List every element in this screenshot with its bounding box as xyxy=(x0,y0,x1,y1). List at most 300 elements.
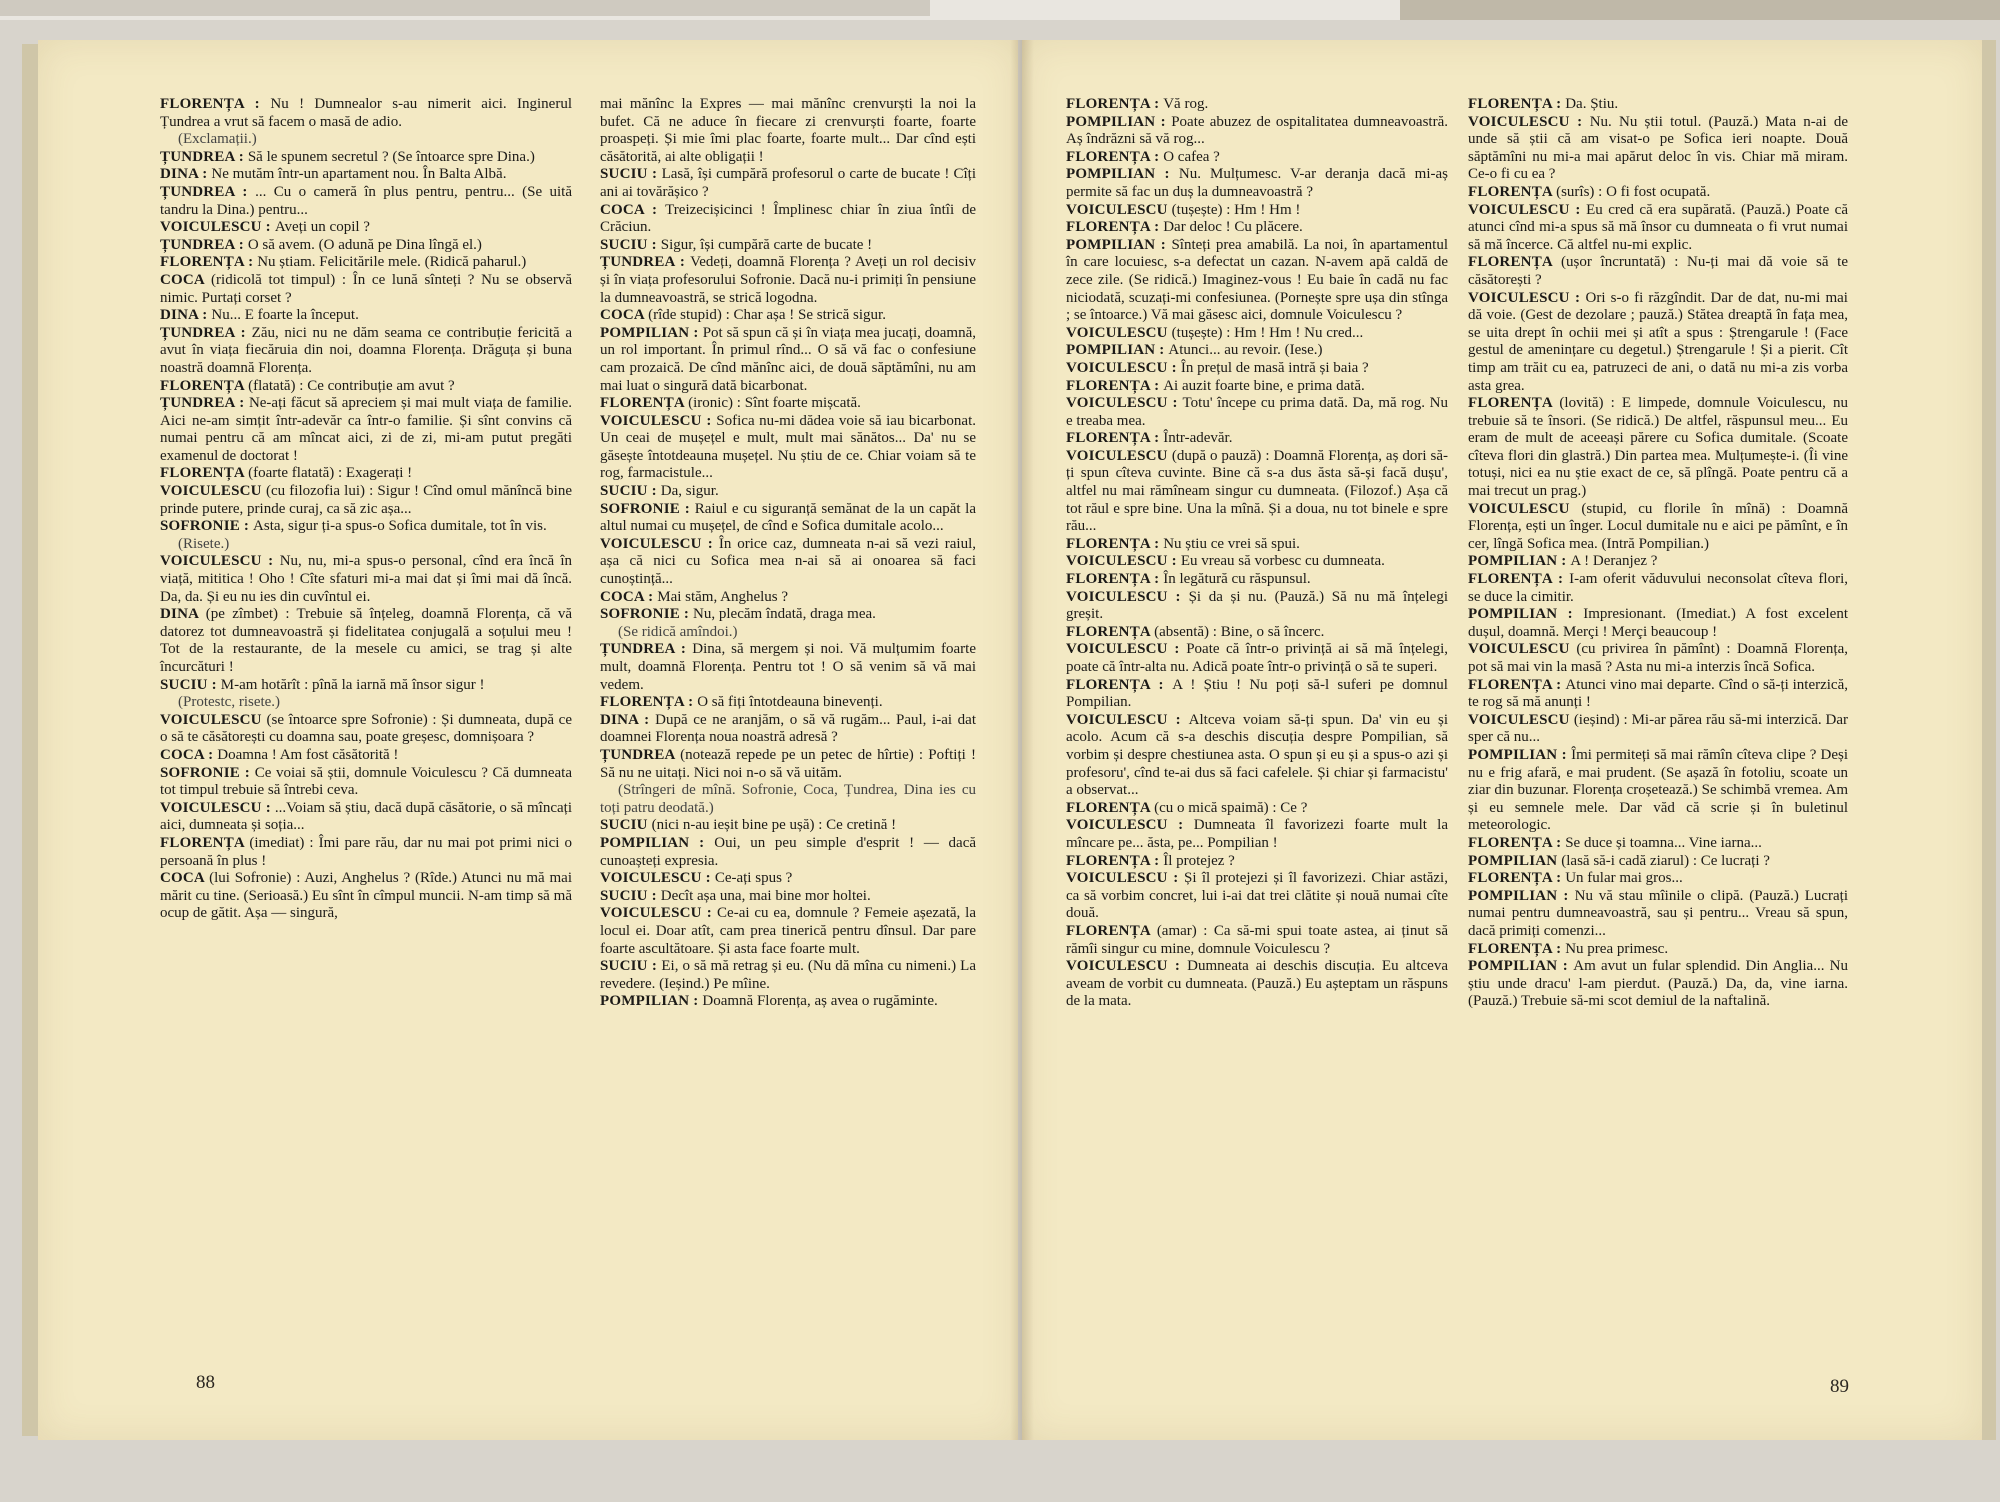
dialogue-text: Poate că într-o privință ai să mă înțelegi, poate că într-alta nu. Adică poate într-o privință o să te superi. xyxy=(1066,641,1448,675)
speaker-name: FLORENȚA : xyxy=(1066,571,1164,588)
speaker-name: POMPILIAN : xyxy=(600,993,703,1010)
dialogue-line xyxy=(600,993,976,1011)
dialogue-line xyxy=(1066,430,1448,448)
speaker-name: POMPILIAN : xyxy=(1468,887,1575,904)
dialogue-line xyxy=(160,237,572,255)
dialogue-text: (lovită) : E limpede, domnule Voiculescu, nu trebuie să te însori. (Se ridică.) De altfel, răspunsul meu... Eu eram de mult de aceeași părere cu Sofica dumitale. (Scoate cîteva flori din glastră.) Din partea mea. Mulțumește-i. (Îi vine totuși, nici ea nu știe exact de ce, să plîngă. Poate pentru că a mai trecut un prag.) xyxy=(1468,395,1848,500)
speaker-name: FLORENȚA : xyxy=(1066,676,1173,693)
dialogue-line xyxy=(600,202,976,237)
book-gutter xyxy=(1010,40,1034,1440)
dialogue-text: Eu vreau să vorbesc cu dumneata. xyxy=(1180,553,1385,570)
dialogue-line xyxy=(160,518,572,536)
dialogue-line xyxy=(160,677,572,695)
dialogue-text: Ori s-o fi răzgîndit. Dar de dat, nu-mi mai dă voie. (Gest de dezolare ; pauză.) Stătea dreaptă în fața mea, se uita drept în ochii mei și atît a spus : Ștrengarule ! (Face gestul de amenințare cu degetul.) Ștrengarule ! Și a pierit. Cît timp am trăit cu ea, patruzeci de ani, o dată nu mi-a zis vorba asta grea. xyxy=(1468,289,1848,394)
dialogue-text: Să le spunem secretul ? (Se întoarce spre Dina.) xyxy=(247,148,535,165)
speaker-name: DINA : xyxy=(600,711,656,728)
dialogue-text: Dar deloc ! Cu plăcere. xyxy=(1163,219,1303,236)
speaker-name: ȚUNDREA : xyxy=(160,148,248,165)
dialogue-line xyxy=(160,606,572,676)
speaker-name: VOICULESCU : xyxy=(1468,113,1590,130)
dialogue-text: Nu. Nu știi totul. (Pauză.) Mata n-ai de unde să știi că am visat-o pe Sofica ieri noapte. Două săptămîni nu mi-a mai apărut deloc în vis. Chiar mă miram. Ce-o fi cu ea ? xyxy=(1468,113,1848,183)
dialogue-line xyxy=(160,747,572,765)
dialogue-text: În prețul de masă intră și baia ? xyxy=(1180,359,1369,376)
speaker-name: FLORENȚA xyxy=(1066,922,1157,939)
speaker-name: POMPILIAN : xyxy=(1066,342,1169,359)
dialogue-text: Sofica nu-mi dădea voie să iau bicarbonat. Un ceai de mușețel e mult, mult mai sănătos... Da' nu se găsește întotdeauna mușețel. Nu știu de ce. Chiar voiam să te rog, farmacistule... xyxy=(600,412,976,482)
speaker-name: VOICULESCU : xyxy=(1066,588,1189,605)
dialogue-line xyxy=(1468,290,1848,396)
dialogue-text: Dumneata ai deschis discuția. Eu altceva aveam de vorbit cu dumneata. (Pauză.) Eu așteptam un răspuns de la mata. xyxy=(1066,958,1448,1010)
speaker-name: FLORENȚA : xyxy=(160,96,271,112)
dialogue-text: I-am oferit văduvului neconsolat cîteva flori, se duce la cimitir. xyxy=(1468,571,1848,605)
dialogue-text: Decît așa una, mai bine mor holtei. xyxy=(660,887,871,904)
dialogue-text: (amar) : Ca să-mi spui toate astea, ai ținut să rămîi singur cu mine, domnule Voiculescu ? xyxy=(1066,922,1448,957)
speaker-name: VOICULESCU xyxy=(1066,201,1172,218)
left-page-column-1 xyxy=(160,96,572,923)
dialogue-line xyxy=(1468,501,1848,554)
dialogue-line xyxy=(600,870,976,888)
speaker-name: VOICULESCU : xyxy=(1066,870,1184,887)
dialogue-line xyxy=(1066,817,1448,852)
dialogue-text: (ironic) : Sînt foarte mișcată. xyxy=(688,395,861,412)
dialogue-text: Vă rog. xyxy=(1163,96,1209,112)
dialogue-text: Ei, o să mă retrag și eu. (Nu dă mîna cu nimeni.) La revedere. (Ieșind.) Pe mîine. xyxy=(600,958,976,992)
speaker-name: COCA xyxy=(160,271,212,288)
dialogue-text: Nu știu ce vrei să spui. xyxy=(1163,535,1300,552)
speaker-name: FLORENȚA : xyxy=(1468,940,1566,957)
dialogue-line xyxy=(600,817,976,835)
dialogue-line xyxy=(160,835,572,870)
dialogue-text: Totu' începe cu prima dată. Da, mă rog. Nu e treaba mea. xyxy=(1066,395,1448,429)
dialogue-text: O cafea ? xyxy=(1163,148,1220,165)
speaker-name: COCA xyxy=(600,307,649,324)
dialogue-line xyxy=(600,694,976,712)
speaker-name: COCA xyxy=(160,870,210,887)
speaker-name: FLORENȚA : xyxy=(1468,870,1566,887)
dialogue-text: (ușor încruntată) : Nu-ți mai dă voie să te căsătorești ? xyxy=(1468,254,1848,288)
dialogue-line xyxy=(1468,641,1848,676)
dialogue-line xyxy=(1066,800,1448,818)
dialogue-line xyxy=(160,254,572,272)
speaker-name: VOICULESCU xyxy=(160,483,267,500)
dialogue-text: Nu prea primesc. xyxy=(1565,940,1669,957)
dialogue-line xyxy=(600,905,976,958)
dialogue-text: ... Cu o cameră în plus pentru, pentru... (Se uită tandru la Dina.) pentru... xyxy=(160,183,572,218)
dialogue-text: Impresionant. (Imediat.) A fost excelent dușul, doamnă. Merçi ! Merçi beaucoup ! xyxy=(1468,606,1849,640)
speaker-name: SUCIU : xyxy=(600,236,661,253)
dialogue-line xyxy=(160,483,572,518)
dialogue-text: Se duce și toamna... Vine iarna... xyxy=(1565,834,1762,851)
speaker-name: VOICULESCU xyxy=(160,711,267,728)
dialogue-line xyxy=(160,870,572,923)
dialogue-text: Îl protejez ? xyxy=(1163,852,1235,869)
speaker-name: VOICULESCU : xyxy=(1066,958,1188,975)
dialogue-line xyxy=(600,536,976,589)
page-edges-right xyxy=(1982,40,1996,1440)
dialogue-line xyxy=(1066,202,1448,220)
speaker-name: FLORENȚA xyxy=(1066,623,1155,640)
dialogue-line xyxy=(1468,941,1848,959)
dialogue-text: (pe zîmbet) : Trebuie să înțeleg, doamnă Florența, că vă datorez tot dumneavoastră și fidelitatea conjugală a soțului meu ! Tot de la restaurante, de la mesele cu amici, se trag și alte încurcături ! xyxy=(160,606,573,675)
speaker-name: ȚUNDREA : xyxy=(160,324,252,341)
speaker-name: SUCIU : xyxy=(600,483,661,500)
speaker-name: FLORENȚA xyxy=(160,465,249,482)
right-page-column-1 xyxy=(1066,96,1448,1011)
dialogue-text: Zău, nici nu ne dăm seama ce contribuție fericită a avut în viața fiecăruia din noi, doamna Florența. Drăguța și buna noastră doamnă Florența. xyxy=(160,324,572,376)
dialogue-line xyxy=(1066,149,1448,167)
dialogue-line xyxy=(1468,853,1848,871)
dialogue-line xyxy=(600,888,976,906)
speaker-name: POMPILIAN : xyxy=(1066,236,1172,253)
background-edge xyxy=(0,0,930,16)
dialogue-text: Ne-ați făcut să apreciem și mai mult viața de familie. Aici ne-am simțit într-adevăr ca într-o familie. Și sînt convins că numai pentru că am mîncat aici, zi de zi, mi-am putut pregăti examenul de doctorat ! xyxy=(160,395,573,464)
dialogue-line xyxy=(1066,360,1448,378)
dialogue-text: (ieșind) : Mi-ar părea rău să-mi interzică. Dar sper că nu... xyxy=(1468,711,1848,746)
left-page-column-2 xyxy=(600,96,976,1011)
dialogue-text: Da. Știu. xyxy=(1565,96,1619,112)
speaker-name: POMPILIAN : xyxy=(1066,113,1172,130)
dialogue-line xyxy=(1066,589,1448,624)
dialogue-line xyxy=(1468,114,1848,184)
dialogue-text: (tușește) : Hm ! Hm ! Nu cred... xyxy=(1171,324,1364,341)
dialogue-text: (absentă) : Bine, o să încerc. xyxy=(1154,623,1325,640)
dialogue-text: În orice caz, dumneata n-ai să vezi raiul, așa că nici cu Sofica mea n-ai să ai onoarea să faci cunoștință... xyxy=(600,535,976,588)
speaker-name: SUCIU : xyxy=(600,887,661,904)
right-page-column-2 xyxy=(1468,96,1848,1011)
dialogue-text: (tușește) : Hm ! Hm ! xyxy=(1171,201,1301,218)
speaker-name: VOICULESCU : xyxy=(1066,553,1181,570)
dialogue-line xyxy=(160,765,572,800)
dialogue-text: Ce-ați spus ? xyxy=(714,870,793,887)
dialogue-line xyxy=(160,184,572,219)
speaker-name: SOFRONIE : xyxy=(600,500,695,517)
speaker-name: ȚUNDREA : xyxy=(600,254,691,271)
dialogue-line xyxy=(160,465,572,483)
dialogue-text: (stupid, cu florile în mînă) : Doamnă Florența, ești un înger. Locul dumitale nu e aici pe pămînt, e în cer, lîngă Sofica mea. (Intră Pompilian.) xyxy=(1468,500,1848,552)
dialogue-line xyxy=(600,835,976,870)
speaker-name: VOICULESCU : xyxy=(1468,289,1586,306)
speaker-name: SUCIU xyxy=(600,817,652,834)
dialogue-line xyxy=(1468,888,1848,941)
speaker-name: SOFRONIE : xyxy=(160,518,254,535)
speaker-name: SOFRONIE : xyxy=(600,606,694,623)
dialogue-text: A ! Știu ! Nu poți să-l suferi pe domnul Pompilian. xyxy=(1066,676,1448,711)
speaker-name: COCA : xyxy=(600,588,658,605)
speaker-name: FLORENȚA : xyxy=(1468,571,1570,588)
speaker-name: VOICULESCU xyxy=(1468,500,1582,517)
dialogue-line xyxy=(1066,958,1448,1011)
dialogue-line xyxy=(160,395,572,465)
stage-direction: (Protestc, risete.) xyxy=(178,694,281,711)
speaker-name: VOICULESCU : xyxy=(1066,711,1189,728)
dialogue-text: Ai auzit foarte bine, e prima dată. xyxy=(1163,377,1365,394)
dialogue-line xyxy=(1066,624,1448,642)
dialogue-text: Atunci... au revoir. (Iese.) xyxy=(1168,342,1323,359)
dialogue-text: Raiul e cu siguranță semănat de la un capăt la altul numai cu mușețel, de cînd e Sofica dumitale acolo... xyxy=(600,500,977,535)
dialogue-line xyxy=(1066,641,1448,676)
speaker-name: FLORENȚA : xyxy=(1468,834,1566,851)
speaker-name: VOICULESCU xyxy=(1066,447,1172,464)
speaker-name: SUCIU : xyxy=(600,958,662,975)
speaker-name: POMPILIAN : xyxy=(1066,166,1179,183)
speaker-name: VOICULESCU : xyxy=(160,799,275,816)
dialogue-line xyxy=(600,307,976,325)
dialogue-text: (după o pauză) : Doamnă Florența, aș dori să-ți spun cîteva cuvinte. Bine că s-a dus ăsta să-și facă dușu', altfel nu mai rămîneam singur cu dumneata. (Filozof.) Așa că tot răul e spre bine. Una la mînă. Și a doua, nu tot binele e spre rău... xyxy=(1066,447,1448,535)
page-edges-left xyxy=(22,44,38,1436)
speaker-name: VOICULESCU : xyxy=(1066,359,1181,376)
dialogue-text: A ! Deranjez ? xyxy=(1570,553,1658,570)
dialogue-line xyxy=(1066,853,1448,871)
speaker-name: SUCIU : xyxy=(600,166,662,183)
dialogue-text: (foarte flatată) : Exagerați ! xyxy=(248,465,413,482)
speaker-name: POMPILIAN xyxy=(1468,852,1562,869)
dialogue-line xyxy=(600,589,976,607)
dialogue-line xyxy=(160,378,572,396)
dialogue-line xyxy=(160,272,572,307)
background-edge xyxy=(1400,0,2000,22)
speaker-name: FLORENȚA xyxy=(1066,799,1155,816)
speaker-name: FLORENȚA xyxy=(600,395,689,412)
dialogue-line xyxy=(600,237,976,255)
dialogue-text: Pot să spun că și în viața mea jucați, doamnă, un rol important. În primul rînd... O să vă fac o confesiune cam prozaică. De cînd mănînc aici, de două săptămîni, nu am mai luat o singură dată bicarbonat. xyxy=(600,324,977,394)
speaker-name: ȚUNDREA : xyxy=(160,395,249,412)
speaker-name: FLORENȚA : xyxy=(1066,148,1164,165)
dialogue-line xyxy=(1468,395,1848,501)
dialogue-line xyxy=(1468,254,1848,289)
speaker-name: VOICULESCU : xyxy=(600,535,719,552)
dialogue-text: Sînteți prea amabilă. La noi, în apartamentul în care locuiesc, s-a defectat un cazan. N-avem apă caldă de zece zile. (Se ridică.) Imaginez-vous ! Eu baie în cadă nu fac niciodată, scuzați-mi confesiunea. (Pornește spre ușa din stînga ; se întoarce.) Vă mai găsesc aici, domnule Voiculescu ? xyxy=(1066,236,1448,324)
speaker-name: FLORENȚA : xyxy=(160,254,258,271)
dialogue-text: (cu o mică spaimă) : Ce ? xyxy=(1154,799,1308,816)
dialogue-line xyxy=(1468,747,1848,835)
dialogue-text: Poate abuzez de ospitalitatea dumneavoastră. Aș îndrăzni să vă rog... xyxy=(1066,113,1448,148)
dialogue-text: Atunci vino mai departe. Cînd o să-ți interzică, te rog să mă anunți ! xyxy=(1468,676,1848,711)
speaker-name: ȚUNDREA : xyxy=(160,183,256,200)
dialogue-line xyxy=(1066,923,1448,958)
dialogue-text: Mai stăm, Anghelus ? xyxy=(657,588,789,605)
dialogue-line xyxy=(160,325,572,378)
speaker-name: DINA xyxy=(160,606,206,623)
dialogue-text: Nu ! Dumnealor s-au nimerit aici. Inginerul Țundrea a vrut să facem o masă de adio. xyxy=(160,96,572,130)
speaker-name: POMPILIAN : xyxy=(1468,746,1572,763)
dialogue-line xyxy=(160,149,572,167)
dialogue-line xyxy=(1468,958,1848,1011)
stage-direction: (Strîngeri de mînă. Sofronie, Coca, Țundrea, Dina ies cu toți patru deodată.) xyxy=(600,782,976,816)
dialogue-line xyxy=(1066,219,1448,237)
dialogue-line xyxy=(160,307,572,325)
dialogue-text: ...Voiam să știu, dacă după căsătorie, o să mîncați aici, dumneata și soția... xyxy=(160,799,572,834)
dialogue-text: Altceva voiam să-ți spun. Da' vin eu și acolo. Acum că s-a deschis discuția despre Pompilian, să vorbim și despre chestiunea asta. O spun și eu și a spus-o azi și profesoru', cînd te-ai dus să faci cafelele. Și chiar și farmacistu' a observat... xyxy=(1066,711,1448,799)
speaker-name: FLORENȚA : xyxy=(1066,96,1164,112)
dialogue-line xyxy=(1066,114,1448,149)
dialogue-text: Am avut un fular splendid. Din Anglia... Nu știu unde dracu' l-am pierdut. (Pauză.) Da, da, vine iarna. (Pauză.) Trebuie să-mi scot demiul de la naftalină. xyxy=(1468,958,1848,1010)
dialogue-line xyxy=(1468,606,1848,641)
dialogue-text: (rîde stupid) : Char așa ! Se strică sigur. xyxy=(648,307,886,324)
speaker-name: COCA : xyxy=(600,201,666,218)
dialogue-line xyxy=(1066,237,1448,325)
dialogue-line xyxy=(600,395,976,413)
dialogue-line xyxy=(1066,712,1448,800)
dialogue-text: Vedeți, doamnă Florența ? Aveți un rol decisiv și în viața profesorului Sofronie. Dacă nu-i primiți în pensiune la dumneavoastră, se strică logodna. xyxy=(600,254,977,306)
dialogue-line xyxy=(1066,325,1448,343)
speaker-name: POMPILIAN : xyxy=(600,834,715,851)
dialogue-text: Îmi permiteți să mai rămîn cîteva clipe ? Deși nu e frig afară, e mai prudent. (Se așază în fotoliu, scoate un ziar din buzunar. Florența croșetează.) Se schimbă vremea. Am și eu semnele mele. Dar văd că scrie și în buletinul meteorologic. xyxy=(1468,746,1848,834)
dialogue-line xyxy=(600,166,976,201)
dialogue-text: În legătură cu răspunsul. xyxy=(1163,571,1311,588)
dialogue-text: Oui, un peu simple d'esprit ! — dacă cunoașteți expresia. xyxy=(600,834,977,869)
speaker-name: FLORENȚA : xyxy=(1468,96,1566,112)
dialogue-text: Ce voiai să știi, domnule Voiculescu ? Că dumneata tot timpul trebuie să întrebi ceva. xyxy=(160,764,573,799)
speaker-name: FLORENȚA : xyxy=(600,694,698,711)
speaker-name: POMPILIAN : xyxy=(1468,606,1584,623)
stage-direction: (Exclamații.) xyxy=(178,131,257,148)
speaker-name: COCA : xyxy=(160,746,218,763)
dialogue-text: Nu, plecăm îndată, draga mea. xyxy=(693,606,876,623)
speaker-name: ȚUNDREA xyxy=(600,746,681,763)
dialogue-line xyxy=(600,254,976,307)
speaker-name: VOICULESCU : xyxy=(600,412,717,429)
dialogue-line xyxy=(1468,96,1848,114)
dialogue-line xyxy=(1066,96,1448,114)
dialogue-line xyxy=(600,958,976,993)
page-number-left: 88 xyxy=(196,1372,215,1393)
dialogue-line xyxy=(600,325,976,395)
dialogue-text: Nu vă stau mîinile o clipă. (Pauză.) Lucrați numai pentru dumneavoastră, sau și pentru... Vreau să spun, dacă primiți comenzi... xyxy=(1468,887,1849,939)
stage-direction: (Se ridică amîndoi.) xyxy=(618,623,738,640)
dialogue-line xyxy=(1066,166,1448,201)
dialogue-text: (surîs) : O fi fost ocupată. xyxy=(1556,183,1711,200)
speaker-name: VOICULESCU : xyxy=(1066,395,1183,412)
speaker-name: POMPILIAN : xyxy=(1468,958,1574,975)
speaker-name: VOICULESCU : xyxy=(600,905,718,922)
speaker-name: ȚUNDREA : xyxy=(160,236,248,253)
dialogue-text: Și îl protejezi și îl favorizezi. Chiar astăzi, ca să vorbim concret, lui i-ai dat trei clătite și nouă numai cîte două. xyxy=(1066,870,1448,922)
dialogue-text: Nu știam. Felicitările mele. (Ridică paharul.) xyxy=(257,254,527,271)
dialogue-text: Doamna ! Am fost căsătorită ! xyxy=(217,746,399,763)
dialogue-line xyxy=(600,483,976,501)
dialogue-line xyxy=(1066,378,1448,396)
dialogue-line xyxy=(160,800,572,835)
dialogue-text: Lasă, își cumpără profesorul o carte de bucate ! Cîți ani ai tovărășico ? xyxy=(600,166,976,200)
speaker-name: FLORENȚA : xyxy=(1468,676,1566,693)
speaker-name: FLORENȚA : xyxy=(1066,852,1164,869)
page-number-right: 89 xyxy=(1830,1376,1849,1397)
speaker-name: SOFRONIE : xyxy=(160,764,255,781)
speaker-name: FLORENȚA xyxy=(160,377,249,394)
dialogue-line xyxy=(160,712,572,747)
dialogue-text: (nici n-au ieșit bine pe ușă) : Ce cretină ! xyxy=(651,817,897,834)
dialogue-text: Da, sigur. xyxy=(660,483,719,500)
dialogue-text: M-am hotărît : pînă la iarnă mă însor sigur ! xyxy=(220,676,485,693)
dialogue-line xyxy=(1468,184,1848,202)
dialogue-line xyxy=(1066,448,1448,536)
dialogue-line xyxy=(1468,202,1848,255)
dialogue-text: (ridicolă tot timpul) : În ce lună sînteți ? Nu se observă nimic. Purtați corset ? xyxy=(160,271,572,306)
speaker-name: POMPILIAN : xyxy=(1468,553,1571,570)
dialogue-line xyxy=(600,501,976,536)
dialogue-text: Nu... E foarte la început. xyxy=(211,307,359,324)
speaker-name: FLORENȚA : xyxy=(1066,219,1164,236)
speaker-name: ȚUNDREA : xyxy=(600,641,693,658)
dialogue-line xyxy=(160,96,572,131)
dialogue-line xyxy=(600,747,976,782)
dialogue-line xyxy=(160,219,572,237)
dialogue-text: (cu filozofia lui) : Sigur ! Cînd omul mănîncă bine prinde putere, prinde curaj, ca să zic așa... xyxy=(160,483,573,517)
speaker-name: FLORENȚA xyxy=(1468,183,1557,200)
dialogue-line xyxy=(1468,870,1848,888)
dialogue-line xyxy=(1066,571,1448,589)
dialogue-line xyxy=(1066,342,1448,360)
dialogue-text: Dina, să mergem și noi. Vă mulțumim foarte mult, doamnă Florența. Pentru tot ! O să venim să vă mai vedem. xyxy=(600,641,976,693)
dialogue-text: (cu privirea în pămînt) : Doamnă Florența, pot să mai vin la masă ? Asta nu mi-a interzis încă Sofica. xyxy=(1468,641,1848,675)
dialogue-text: (flatată) : Ce contribuție am avut ? xyxy=(248,377,455,394)
dialogue-line xyxy=(600,712,976,747)
speaker-name: VOICULESCU xyxy=(1066,324,1172,341)
dialogue-text: Nu. Mulțumesc. V-ar deranja dacă mi-aș permite să fac un duș la dumneavoastră ? xyxy=(1066,166,1449,200)
dialogue-line xyxy=(1468,677,1848,712)
speaker-name: VOICULESCU : xyxy=(160,553,280,570)
dialogue-text: Într-adevăr. xyxy=(1163,430,1233,447)
speaker-name: SUCIU : xyxy=(160,676,221,693)
speaker-name: DINA : xyxy=(160,307,212,324)
dialogue-line xyxy=(1468,553,1848,571)
dialogue-line xyxy=(1468,712,1848,747)
dialogue-text: Ce-ai cu ea, domnule ? Femeie așezată, la locul ei. Doar atît, cam prea tinerică pentru dînsul. Dar pare foarte ascultătoare. Și asta face foarte mult. xyxy=(600,905,976,957)
dialogue-line xyxy=(1066,870,1448,923)
dialogue-line xyxy=(1066,677,1448,712)
dialogue-line xyxy=(1066,553,1448,571)
dialogue-line xyxy=(600,641,976,694)
dialogue-text: Sigur, își cumpără carte de bucate ! xyxy=(660,236,873,253)
dialogue-line xyxy=(1066,536,1448,554)
stage-direction: (Risete.) xyxy=(178,535,230,552)
dialogue-text: Asta, sigur ți-a spus-o Sofica dumitale, tot în vis. xyxy=(253,518,547,535)
dialogue-line xyxy=(1468,571,1848,606)
dialogue-text: Dumneata îl favorizezi foarte mult la mîncare pe... ăsta, pe... Pompilian ! xyxy=(1066,817,1448,851)
dialogue-text: Treizecișicinci ! Împlinesc chiar în ziua întîi de Crăciun. xyxy=(600,201,976,236)
dialogue-text: (imediat) : Îmi pare rău, dar nu mai pot primi nici o persoană în plus ! xyxy=(160,834,572,869)
dialogue-line xyxy=(1066,395,1448,430)
speaker-name: VOICULESCU : xyxy=(1066,817,1194,834)
speaker-name: FLORENȚA : xyxy=(1066,430,1164,447)
dialogue-text: Eu cred că era supărată. (Pauză.) Poate că atunci cînd mi-a spus să mă însor cu dumneata o fi vrut numai să mă încerce. Că altfel nu-mi explic. xyxy=(1468,201,1848,253)
dialogue-text: O să avem. (O adună pe Dina lîngă el.) xyxy=(247,236,482,253)
speaker-name: FLORENȚA : xyxy=(1066,535,1164,552)
dialogue-text: (se întoarce spre Sofronie) : Și dumneata, după ce o să te căsătorești cu doamna sau, poate greșesc, domnișoara ? xyxy=(160,711,572,746)
dialogue-text: (notează repede pe un petec de hîrtie) : Poftiți ! Să nu ne uitați. Nici noi n-o să vă uităm. xyxy=(600,746,976,781)
dialogue-text: Ne mutăm într-un apartament nou. În Balta Albă. xyxy=(211,166,507,183)
dialogue-text: Aveți un copil ? xyxy=(274,219,370,236)
dialogue-text: (lui Sofronie) : Auzi, Anghelus ? (Rîde.) Atunci nu mă mai mărit cu tine. (Serioasă.) Eu sînt în cîmpul muncii. N-am timp să mă ocup de gătit. Așa — singură, xyxy=(160,870,572,922)
speaker-name: FLORENȚA xyxy=(160,834,250,851)
speaker-name: POMPILIAN : xyxy=(600,324,703,341)
dialogue-text: Nu, nu, mi-a spus-o personal, cînd era încă în viață, mititica ! Oho ! Cîte sfaturi mi-a mai dat și îmi mai dă încă. Da, da. Și eu nu ies din cuvîntul ei. xyxy=(160,553,572,605)
dialogue-continuation: mai mănînc la Expres — mai mănînc crenvurști la noi la bufet. Că ne aduce în fiecare zi crenvurști foarte, foarte proaspeți. Și mie îmi plac foarte, foarte mult... Dar cînd ești căsătorită, ai alte obligații ! xyxy=(600,96,976,165)
speaker-name: FLORENȚA xyxy=(1468,254,1562,271)
speaker-name: VOICULESCU : xyxy=(600,870,715,887)
speaker-name: DINA : xyxy=(160,166,212,183)
dialogue-line xyxy=(160,553,572,606)
speaker-name: VOICULESCU : xyxy=(160,219,275,236)
speaker-name: FLORENȚA xyxy=(1468,395,1560,412)
dialogue-line xyxy=(600,413,976,483)
speaker-name: VOICULESCU : xyxy=(1066,641,1187,658)
dialogue-text: O să fiți întotdeauna binevenți. xyxy=(697,694,883,711)
dialogue-line xyxy=(1468,835,1848,853)
dialogue-text: Și da și nu. (Pauză.) Să nu mă înțelegi greșit. xyxy=(1066,588,1448,623)
dialogue-text: Un fular mai gros... xyxy=(1565,870,1683,887)
speaker-name: VOICULESCU xyxy=(1468,641,1577,658)
